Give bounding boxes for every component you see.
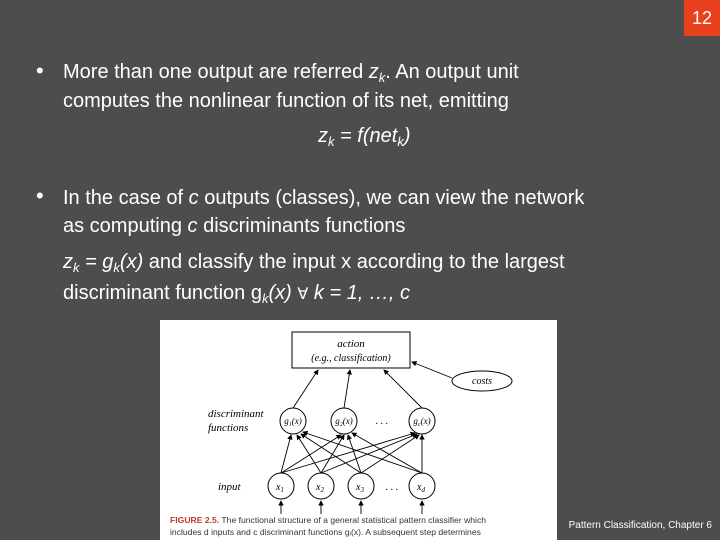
edge [303, 432, 422, 473]
discriminant-label: discriminant [208, 408, 264, 420]
action-label: action [337, 338, 365, 350]
figure-caption-line-2: includes d inputs and c discriminant functions gᵢ(x). A subsequent step determines [170, 527, 481, 537]
bullet-1-line-2: computes the nonlinear function of its net, emitting [63, 90, 509, 112]
costs-label: costs [472, 376, 492, 387]
edge [344, 370, 350, 408]
bullet-2-line-1: In the case of c outputs (classes), we can view the network [63, 187, 585, 209]
x-ellipsis: . . . [385, 482, 399, 493]
bullet-marker: • [36, 58, 44, 83]
edge [352, 433, 422, 473]
x-node-label: $x_3$ [356, 482, 364, 494]
edge [281, 433, 415, 473]
edge [301, 434, 361, 473]
bullet-1-line-1: More than one output are referred $z_k$. An output unit [63, 61, 519, 85]
edge [348, 435, 361, 473]
edge [412, 362, 452, 378]
g-node-label: $g_c(x)$ [413, 416, 431, 428]
bullet-1-equation: $z_k = f(net_k)$ [318, 125, 411, 149]
bullet-2-line-4: discriminant function $g_k(x)$ ∀ k = 1, …, c [63, 282, 411, 306]
bullet-2-line-3: $z_k = g_k(x)$ and classify the input x according to the largest [63, 251, 565, 275]
x-node-label: $x_2$ [316, 482, 324, 494]
x-node-label: $x_d$ [417, 482, 425, 494]
x-node-label: $x_1$ [276, 482, 284, 494]
figure-caption-line-1: FIGURE 2.5. The functional structure of a general statistical pattern classifier which [170, 515, 487, 525]
edge [321, 434, 417, 473]
page-number-badge: 12 [684, 0, 720, 36]
g-ellipsis: . . . [375, 416, 389, 427]
classifier-diagram [160, 320, 557, 540]
input-label: input [218, 481, 241, 493]
functions-label: functions [208, 422, 249, 434]
action-sublabel: (e.g., classification) [311, 353, 391, 364]
footer-text: Pattern Classification, Chapter 6 [568, 520, 712, 531]
bullet-marker: • [36, 183, 44, 208]
g-node-label: $g_2(x)$ [335, 416, 353, 428]
bullet-2-line-2: as computing c discriminants functions [63, 215, 406, 237]
g-node-label: $g_1(x)$ [284, 416, 302, 428]
edge [384, 370, 422, 408]
edge [293, 370, 318, 408]
classifier-figure [160, 320, 557, 540]
